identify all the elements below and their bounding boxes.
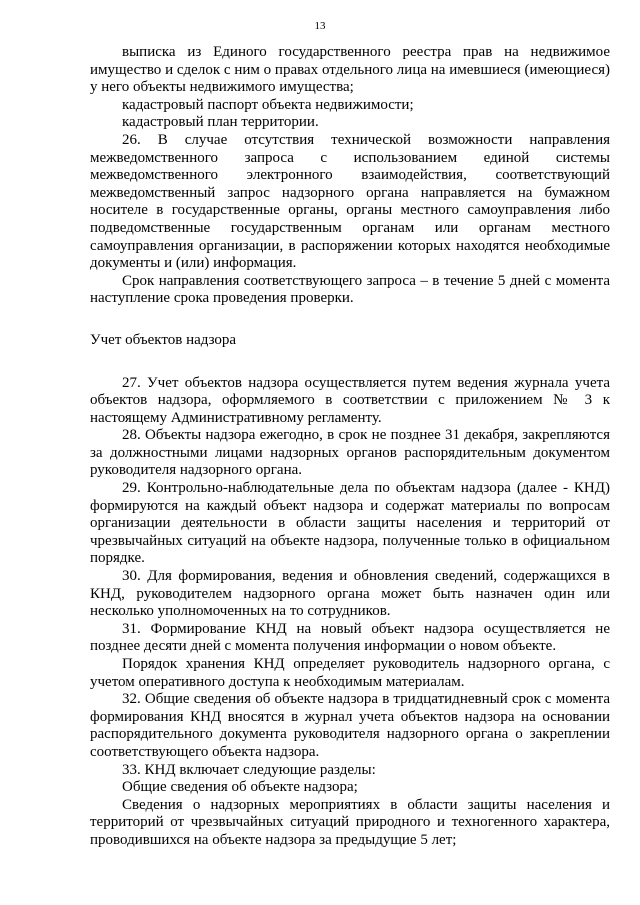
paragraph: кадастровый план территории.: [122, 114, 319, 131]
paragraph: Порядок хранения КНД определяет руководитель надзорного органа, с учетом оперативного доступа к необходимым материалам.: [90, 656, 610, 690]
paragraph: 31. Формирование КНД на новый объект надзора осуществляется не позднее десяти дней с момента получения информации о новом объекте.: [90, 620, 610, 655]
page-number: 13: [314, 20, 326, 32]
section-heading: Учет объектов надзора: [90, 331, 237, 348]
page-content: [90, 44, 610, 850]
paragraph: 30. Для формирования, ведения и обновления сведений, содержащихся в КНД, руководителем надзорного органа может быть назначен один или несколько уполномоченных на то сотрудников.: [90, 568, 610, 620]
paragraph: 29. Контрольно-наблюдательные дела по объектам надзора (далее - КНД) формируются на каждый объект надзора и содержат материалы по вопросам организации деятельности в области защиты населения и территорий от чрезвычайных ситуаций на объекте надзора, полученные только в официальном порядке.: [90, 480, 610, 567]
paragraph: 27. Учет объектов надзора осуществляется путем ведения журнала учета объектов надзора, оформляемого в соответствии с приложением № 3 к настоящему Административному регламенту.: [90, 374, 610, 426]
paragraph: Сведения о надзорных мероприятиях в области защиты населения и территорий от чрезвычайных ситуаций природного и техногенного характера, проводившихся на объекте надзора за предыдущие 5 лет;: [90, 796, 610, 848]
paragraph: 33. КНД включает следующие разделы:: [122, 761, 376, 778]
paragraph: Общие сведения об объекте надзора;: [122, 779, 358, 796]
paragraph: 28. Объекты надзора ежегодно, в срок не позднее 31 декабря, закрепляются за должностными лицами надзорных органов распорядительным документом руководителя надзорного органа.: [90, 427, 610, 479]
paragraph: Срок направления соответствующего запроса – в течение 5 дней с момента наступление срока проведения проверки.: [90, 272, 610, 307]
paragraph: 26. В случае отсутствия технической возможности направления межведомственного запроса с использованием единой системы межведомственного электронного взаимодействия, соответствующий межведомственный запрос надзорного органа направляется на бумажном носителе в государственные органы, органы местного самоуправления либо подведомственные государственным органам или органам местного самоуправления организации, в распоряжении которых находятся необходимые документы и (или) информация.: [90, 131, 610, 272]
paragraph: 32. Общие сведения об объекте надзора в тридцатидневный срок с момента формирования КНД вносятся в журнал учета объектов надзора на основании распорядительного документа руководителя надзорного органа о закреплении соответствующего объекта надзора.: [90, 691, 610, 760]
paragraph: выписка из Единого государственного реестра прав на недвижимое имущество и сделок с ним о правах отдельного лица на имевшиеся (имеющиеся) у него объекты недвижимого имущества;: [90, 44, 610, 96]
text-block-after-heading: [90, 375, 610, 850]
paragraph: кадастровый паспорт объекта недвижимости;: [122, 96, 414, 113]
text-block-before-heading: [90, 44, 610, 308]
